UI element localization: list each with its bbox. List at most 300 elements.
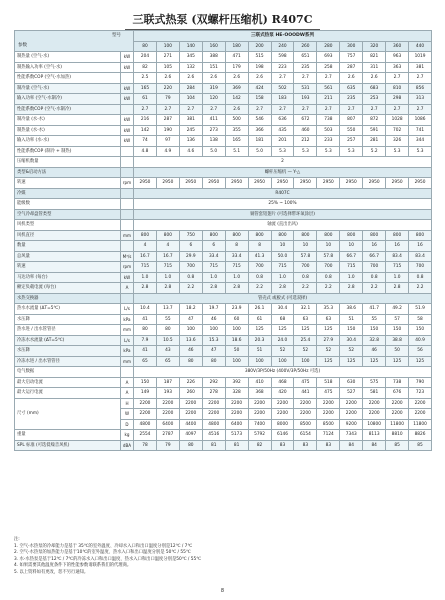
table-cell: 2200	[317, 398, 340, 409]
table-cell: 546	[248, 115, 271, 126]
table-cell: 800	[134, 230, 157, 241]
table-cell: 2.7	[134, 104, 157, 115]
row-label: 转速	[15, 262, 121, 273]
table-cell: 515	[248, 52, 271, 63]
table-row	[15, 377, 432, 388]
table-cell: 56	[409, 346, 432, 357]
table-cell: 83	[294, 440, 317, 451]
table-cell: 8000	[271, 419, 294, 430]
table-cell: 1028	[386, 115, 409, 126]
table-cell: 2200	[409, 409, 432, 420]
header-params-label: 参数	[18, 42, 27, 48]
table-cell: 271	[156, 52, 179, 63]
table-cell: 83.4	[409, 251, 432, 262]
table-cell: 4	[134, 241, 157, 252]
table-cell: 2950	[156, 178, 179, 189]
row-unit	[121, 209, 134, 220]
table-cell: 683	[363, 83, 386, 94]
series-title: 三联式热泵 HE-OOODW系列	[134, 31, 432, 42]
table-cell: 598	[271, 52, 294, 63]
row-label: 马达功率 (每台)	[15, 272, 121, 283]
table-cell: 23.9	[225, 304, 248, 315]
table-cell: 2.7	[202, 104, 225, 115]
title-wrap	[0, 8, 445, 30]
table-cell: 18.2	[179, 304, 202, 315]
table-cell: 693	[317, 52, 340, 63]
table-cell: 150	[409, 325, 432, 336]
table-cell: 125	[248, 325, 271, 336]
table-cell: 715	[271, 262, 294, 273]
table-row	[15, 188, 432, 199]
table-cell: 700	[294, 262, 317, 273]
table-cell: 4516	[202, 430, 225, 441]
table-cell: 502	[271, 83, 294, 94]
table-cell: 125	[340, 356, 363, 367]
table-cell: 2.6	[225, 73, 248, 84]
row-unit: kW	[121, 62, 134, 73]
table-cell: 66.7	[340, 251, 363, 262]
table-cell: 281	[363, 136, 386, 147]
table-cell: 65	[156, 356, 179, 367]
table-cell: 6	[202, 241, 225, 252]
note-line: 1. 空气-水热泵的冷却能力是基于 35℃的室外温度、冷却水入口和出口温度分别是12℃ / 7℃	[14, 543, 193, 549]
table-cell: 411	[202, 115, 225, 126]
table-cell: 2950	[340, 178, 363, 189]
table-cell: 2.7	[317, 73, 340, 84]
row-unit: kW	[121, 125, 134, 136]
table-cell: 57	[386, 314, 409, 325]
row-label: 压缩机数量	[15, 157, 121, 168]
table-cell: 676	[386, 388, 409, 399]
model-cell: 100	[156, 41, 179, 52]
table-cell: 233	[317, 136, 340, 147]
table-cell: 2.8	[134, 283, 157, 294]
table-cell: 83	[317, 440, 340, 451]
row-label: 制热量 (空气-水)	[15, 52, 121, 63]
table-cell: 51	[248, 346, 271, 357]
span-value: 25% ~ 100%	[134, 199, 432, 210]
table-row	[15, 367, 432, 378]
table-cell: 2200	[202, 398, 225, 409]
table-cell: 10	[294, 241, 317, 252]
table-cell: 2200	[340, 398, 363, 409]
table-cell: 1.0	[386, 272, 409, 283]
table-cell: 82	[248, 440, 271, 451]
note-line: 4. 如果需要其他温度条件下的性能参数请联系我们的代理商。	[14, 563, 132, 569]
table-cell: 245	[179, 125, 202, 136]
table-cell: 79	[156, 94, 179, 105]
row-unit: dBA	[121, 440, 134, 451]
table-cell: 84	[363, 440, 386, 451]
span-value: 铜管套铝翅片 (可选择带环氧涂层)	[134, 209, 432, 220]
row-label: 水压降	[15, 346, 121, 357]
model-cell: 280	[317, 41, 340, 52]
table-cell: 32.8	[363, 335, 386, 346]
table-cell: 8500	[317, 419, 340, 430]
table-cell: 11800	[409, 419, 432, 430]
table-cell: 7.9	[134, 335, 157, 346]
table-cell: 2200	[134, 409, 157, 420]
table-cell: 4097	[179, 430, 202, 441]
table-cell: 790	[409, 377, 432, 388]
table-cell: 8810	[386, 430, 409, 441]
table-cell: 468	[271, 377, 294, 388]
table-cell: 212	[294, 136, 317, 147]
table-row	[15, 388, 432, 399]
table-cell: 66.7	[363, 251, 386, 262]
table-cell: 369	[225, 83, 248, 94]
table-cell: 151	[202, 62, 225, 73]
row-label: 性能系数COP (空气-水制冷)	[15, 104, 121, 115]
table-cell: 223	[271, 62, 294, 73]
table-cell: 738	[317, 115, 340, 126]
table-cell: 355	[225, 125, 248, 136]
table-cell: 2.2	[409, 283, 432, 294]
table-cell: 211	[317, 94, 340, 105]
row-unit: kg	[121, 430, 134, 441]
table-cell: 100	[248, 356, 271, 367]
row-label: 输入功率 (空气-水制冷)	[15, 94, 121, 105]
table-cell: 420	[271, 388, 294, 399]
table-cell: 1.0	[271, 272, 294, 283]
table-cell: 715	[134, 262, 157, 273]
table-cell: 2.8	[386, 283, 409, 294]
table-cell: 2.5	[134, 73, 157, 84]
table-cell: 388	[202, 52, 225, 63]
table-cell: 4	[156, 241, 179, 252]
table-cell: 0.8	[317, 272, 340, 283]
table-cell: 226	[179, 377, 202, 388]
table-cell: 100	[294, 356, 317, 367]
table-cell: 1019	[409, 52, 432, 63]
table-cell: 298	[386, 94, 409, 105]
table-cell: 198	[248, 62, 271, 73]
row-unit: A	[121, 283, 134, 294]
row-unit: rpm	[121, 178, 134, 189]
table-cell: 50	[386, 346, 409, 357]
table-cell: 723	[409, 388, 432, 399]
table-cell: 651	[294, 52, 317, 63]
table-cell: 19.7	[202, 304, 225, 315]
table-cell: 475	[317, 388, 340, 399]
table-cell: 715	[340, 262, 363, 273]
table-cell: 635	[340, 83, 363, 94]
table-cell: 11800	[386, 419, 409, 430]
table-cell: 575	[363, 377, 386, 388]
table-row	[15, 167, 432, 178]
row-unit	[121, 104, 134, 115]
table-cell: 97	[156, 136, 179, 147]
table-cell: 471	[225, 52, 248, 63]
table-cell: 57.8	[294, 251, 317, 262]
table-cell: 424	[248, 83, 271, 94]
span-value: 380V/3P/50Hz (400V/3P/50Hz 可选)	[134, 367, 432, 378]
table-cell: 2200	[294, 409, 317, 420]
table-cell: 58	[409, 314, 432, 325]
table-cell: 204	[134, 52, 157, 63]
table-cell: 7124	[317, 430, 340, 441]
table-cell: 2.2	[317, 283, 340, 294]
table-cell: 41	[134, 314, 157, 325]
table-cell: 125	[317, 356, 340, 367]
table-row	[15, 94, 432, 105]
table-cell: 46	[179, 346, 202, 357]
row-unit	[121, 293, 134, 304]
row-label: 性能系数COP (空气-水加热)	[15, 73, 121, 84]
table-cell: 52	[271, 346, 294, 357]
table-cell: 136	[179, 136, 202, 147]
table-cell: 15.3	[202, 335, 225, 346]
table-cell: 800	[409, 230, 432, 241]
table-cell: 257	[340, 136, 363, 147]
table-cell: 220	[156, 83, 179, 94]
table-row	[15, 398, 432, 409]
table-cell: 41.7	[363, 304, 386, 315]
table-cell: 2950	[271, 178, 294, 189]
table-cell: 125	[386, 356, 409, 367]
table-cell: 581	[363, 388, 386, 399]
table-cell: 2.6	[248, 73, 271, 84]
table-cell: 2950	[202, 178, 225, 189]
table-cell: 61	[248, 314, 271, 325]
table-cell: 5.3	[294, 146, 317, 157]
table-cell: 32.1	[294, 304, 317, 315]
table-cell: 50	[225, 346, 248, 357]
table-cell: 392	[225, 377, 248, 388]
table-cell: 150	[386, 325, 409, 336]
span-value: R407C	[134, 188, 432, 199]
table-cell: 52	[294, 346, 317, 357]
table-cell: 1.0	[156, 272, 179, 283]
row-unit: kW	[121, 136, 134, 147]
table-cell: 550	[340, 125, 363, 136]
table-cell: 5.3	[340, 146, 363, 157]
table-cell: 2.7	[179, 104, 202, 115]
table-cell: 630	[340, 377, 363, 388]
table-cell: 441	[294, 388, 317, 399]
table-cell: 150	[340, 325, 363, 336]
table-cell: 81	[225, 440, 248, 451]
table-cell: 61	[134, 94, 157, 105]
table-cell: 741	[409, 125, 432, 136]
spec-table-body	[15, 31, 432, 451]
table-cell: 41	[134, 346, 157, 357]
table-cell: 52	[340, 346, 363, 357]
table-row	[15, 52, 432, 63]
table-cell: 1.0	[134, 272, 157, 283]
table-cell: 179	[225, 62, 248, 73]
table-cell: 83	[271, 440, 294, 451]
row-unit: kW	[121, 52, 134, 63]
table-row	[15, 314, 432, 325]
table-cell: 80	[134, 325, 157, 336]
table-cell: 273	[202, 125, 225, 136]
table-cell: 287	[340, 62, 363, 73]
table-cell: 125	[317, 325, 340, 336]
table-cell: 193	[294, 94, 317, 105]
row-label: 转速	[15, 178, 121, 189]
model-cell: 180	[225, 41, 248, 52]
model-cell: 140	[179, 41, 202, 52]
table-cell: 278	[202, 388, 225, 399]
table-cell: 81	[202, 440, 225, 451]
table-row	[15, 220, 432, 231]
table-cell: 5.2	[363, 146, 386, 157]
table-cell: 591	[363, 125, 386, 136]
table-cell: 132	[179, 62, 202, 73]
table-cell: 500	[225, 115, 248, 126]
table-cell: 4800	[202, 419, 225, 430]
table-cell: 319	[202, 83, 225, 94]
table-cell: 2200	[202, 409, 225, 420]
table-cell: 10	[317, 241, 340, 252]
table-cell: 55	[156, 314, 179, 325]
row-unit: W	[121, 409, 134, 420]
row-label: 热水进 / 出水管管径	[15, 325, 121, 336]
table-cell: 10	[340, 241, 363, 252]
row-label: 风机类型	[15, 220, 121, 231]
table-cell: 2.8	[156, 283, 179, 294]
table-cell: 4.6	[179, 146, 202, 157]
table-cell: 2.7	[248, 104, 271, 115]
table-cell: 700	[363, 262, 386, 273]
table-cell: 253	[363, 94, 386, 105]
row-unit: kW	[121, 115, 134, 126]
table-cell: 2.7	[271, 73, 294, 84]
table-cell: 8500	[294, 419, 317, 430]
table-cell: 800	[340, 230, 363, 241]
table-cell: 700	[248, 262, 271, 273]
row-unit: mm	[121, 230, 134, 241]
table-cell: 30.4	[340, 335, 363, 346]
row-label: 电气数据	[15, 367, 121, 378]
table-cell: 872	[363, 115, 386, 126]
row-label: 性能系数COP (制冷 + 制热)	[15, 146, 121, 157]
table-row	[15, 104, 432, 115]
row-unit	[121, 367, 134, 378]
table-cell: 6400	[156, 419, 179, 430]
table-cell: 2.6	[156, 73, 179, 84]
table-cell: 216	[134, 115, 157, 126]
table-cell: 1.0	[340, 272, 363, 283]
table-cell: 40.9	[409, 335, 432, 346]
table-cell: 2.7	[271, 104, 294, 115]
table-cell: 6154	[294, 430, 317, 441]
table-cell: 7400	[248, 419, 271, 430]
row-label: 能级数	[15, 199, 121, 210]
table-row	[15, 146, 432, 157]
table-cell: 5.3	[317, 146, 340, 157]
table-row	[15, 356, 432, 367]
table-cell: 800	[248, 230, 271, 241]
table-cell: 125	[294, 325, 317, 336]
table-cell: 33.4	[225, 251, 248, 262]
row-unit: rpm	[121, 262, 134, 273]
row-unit	[121, 157, 134, 168]
table-row	[15, 283, 432, 294]
table-cell: 55	[363, 314, 386, 325]
table-row	[15, 178, 432, 189]
table-cell: 35.3	[317, 304, 340, 315]
table-cell: 2.6	[202, 73, 225, 84]
table-cell: 821	[363, 52, 386, 63]
row-unit: L/s	[121, 335, 134, 346]
row-label: 制冷量 (水-水)	[15, 115, 121, 126]
table-cell: 85	[386, 440, 409, 451]
row-label: 输入功率 (水-水)	[15, 136, 121, 147]
table-cell: 810	[386, 83, 409, 94]
table-cell: 2.8	[225, 283, 248, 294]
row-label: 额定负载电流 (每台)	[15, 283, 121, 294]
table-cell: 284	[179, 83, 202, 94]
table-cell: 5.1	[225, 146, 248, 157]
table-cell: 311	[363, 62, 386, 73]
row-unit	[121, 73, 134, 84]
table-cell: 125	[271, 325, 294, 336]
table-cell: 750	[179, 230, 202, 241]
table-row	[15, 272, 432, 283]
table-cell: 1086	[409, 115, 432, 126]
table-cell: 2200	[363, 398, 386, 409]
table-cell: 100	[202, 325, 225, 336]
table-cell: 2200	[179, 398, 202, 409]
table-cell: 715	[386, 262, 409, 273]
table-cell: 6400	[225, 419, 248, 430]
table-cell: 2.8	[202, 283, 225, 294]
table-cell: 120	[202, 94, 225, 105]
table-row	[15, 83, 432, 94]
series-row	[15, 31, 432, 42]
table-cell: 181	[248, 136, 271, 147]
table-cell: 83.4	[386, 251, 409, 262]
table-cell: 8	[225, 241, 248, 252]
table-cell: 46	[363, 346, 386, 357]
table-cell: 158	[248, 94, 271, 105]
table-cell: 13.6	[179, 335, 202, 346]
table-cell: 963	[386, 52, 409, 63]
table-cell: 800	[271, 230, 294, 241]
table-cell: 80	[179, 440, 202, 451]
table-cell: 2200	[156, 398, 179, 409]
table-row	[15, 304, 432, 315]
table-cell: 800	[363, 230, 386, 241]
row-label: 制热输入功率 (空气-水)	[15, 62, 121, 73]
table-cell: 2787	[156, 430, 179, 441]
table-cell: 2200	[409, 398, 432, 409]
table-cell: 2200	[271, 398, 294, 409]
table-cell: 2200	[271, 409, 294, 420]
table-row	[15, 157, 432, 168]
table-cell: 1.0	[202, 272, 225, 283]
table-cell: 8113	[363, 430, 386, 441]
row-unit: kPa	[121, 314, 134, 325]
table-cell: 2950	[409, 178, 432, 189]
table-cell: 738	[386, 377, 409, 388]
table-cell: 20.3	[248, 335, 271, 346]
table-cell: 2.2	[363, 283, 386, 294]
table-cell: 700	[409, 262, 432, 273]
row-unit	[121, 188, 134, 199]
table-cell: 368	[248, 388, 271, 399]
row-unit: A	[121, 388, 134, 399]
table-cell: 80	[202, 356, 225, 367]
table-cell: 636	[271, 115, 294, 126]
table-cell: 82	[134, 62, 157, 73]
model-cell: 320	[363, 41, 386, 52]
table-row	[15, 136, 432, 147]
table-cell: 16	[386, 241, 409, 252]
table-cell: 138	[202, 136, 225, 147]
